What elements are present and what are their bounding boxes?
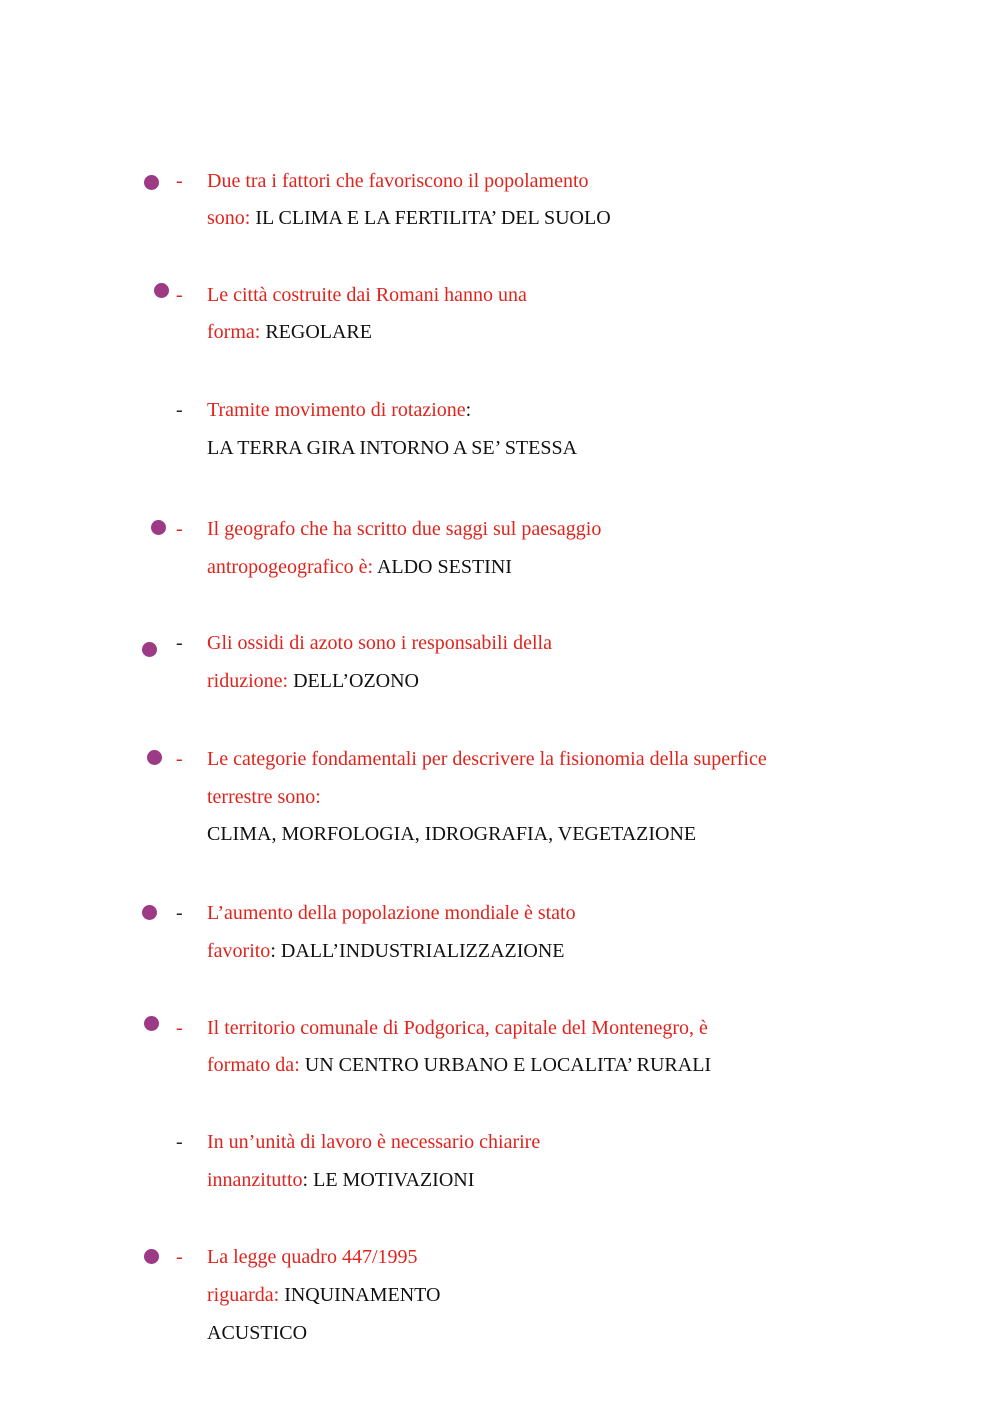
bullet-dot-icon [142, 642, 157, 657]
question-text: forma: [207, 321, 266, 343]
question-text: Le categorie fondamentali per descrivere la fisionomia della superfice [207, 748, 767, 770]
answer-text: INQUINAMENTO [284, 1284, 441, 1306]
item-line [207, 1053, 711, 1077]
question-text: antropogeografico è: [207, 556, 377, 578]
answer-text: : [465, 399, 472, 421]
item-dash: - [176, 1131, 183, 1153]
bullet-dot-icon [144, 1249, 159, 1264]
question-text: terrestre sono: [207, 786, 321, 808]
item-dash: - [176, 284, 183, 306]
answer-text: DELL’OZONO [293, 670, 420, 692]
answer-text: ACUSTICO [207, 1322, 308, 1344]
question-text: Due tra i fattori che favoriscono il popolamento [207, 170, 589, 192]
item-line [207, 517, 601, 541]
bullet-dot-icon [151, 520, 166, 535]
item-line [207, 747, 767, 771]
answer-text: LA TERRA GIRA INTORNO A SE’ STESSA [207, 437, 578, 459]
question-text: Il territorio comunale di Podgorica, capitale del Montenegro, è [207, 1017, 708, 1039]
item-line [207, 669, 419, 693]
item-line [207, 1321, 307, 1345]
answer-text: : LE MOTIVAZIONI [302, 1169, 475, 1191]
question-text: Il geografo che ha scritto due saggi sul paesaggio [207, 518, 602, 540]
item-line [207, 901, 576, 925]
answer-text: : DALL’INDUSTRIALIZZAZIONE [270, 940, 565, 962]
item-dash: - [176, 518, 183, 540]
question-text: favorito [207, 940, 271, 962]
item-line [207, 169, 589, 193]
item-line [207, 631, 552, 655]
bullet-dot-icon [142, 905, 157, 920]
item-line [207, 822, 696, 846]
item-line [207, 1130, 540, 1154]
question-text: Gli ossidi di azoto sono i responsabili della [207, 632, 552, 654]
answer-text: ALDO SESTINI [376, 556, 512, 578]
item-line [207, 1245, 418, 1269]
item-line [207, 398, 471, 422]
item-dash: - [176, 170, 183, 192]
bullet-dot-icon [154, 283, 169, 298]
question-text: L’aumento della popolazione mondiale è stato [207, 902, 576, 924]
item-line [207, 785, 321, 809]
answer-text: REGOLARE [265, 321, 372, 343]
question-text: formato da: [207, 1054, 305, 1076]
question-text: innanzitutto [207, 1169, 303, 1191]
item-line [207, 320, 372, 344]
bullet-dot-icon [147, 750, 162, 765]
item-line [207, 939, 565, 963]
bullet-dot-icon [144, 175, 159, 190]
item-dash: - [176, 632, 183, 654]
question-text: sono: [207, 207, 256, 229]
item-line [207, 1283, 440, 1307]
item-line [207, 206, 611, 230]
question-text: La legge quadro 447/1995 [207, 1246, 418, 1268]
item-line [207, 1168, 474, 1192]
item-line [207, 555, 512, 579]
answer-text: IL CLIMA E LA FERTILITA’ DEL SUOLO [255, 207, 611, 229]
answer-text: CLIMA, MORFOLOGIA, IDROGRAFIA, VEGETAZIONE [207, 823, 697, 845]
answer-text: UN CENTRO URBANO E LOCALITA’ RURALI [304, 1054, 712, 1076]
bullet-dot-icon [144, 1016, 159, 1031]
question-text: Le città costruite dai Romani hanno una [207, 284, 527, 306]
item-line [207, 283, 527, 307]
question-text: riguarda: [207, 1284, 285, 1306]
item-line [207, 1016, 708, 1040]
question-text: Tramite movimento di rotazione [207, 399, 466, 421]
item-line [207, 436, 577, 460]
item-dash: - [176, 748, 183, 770]
item-dash: - [176, 902, 183, 924]
item-dash: - [176, 1017, 183, 1039]
item-dash: - [176, 1246, 183, 1268]
question-text: riduzione: [207, 670, 294, 692]
item-dash: - [176, 399, 183, 421]
question-text: In un’unità di lavoro è necessario chiarire [207, 1131, 541, 1153]
